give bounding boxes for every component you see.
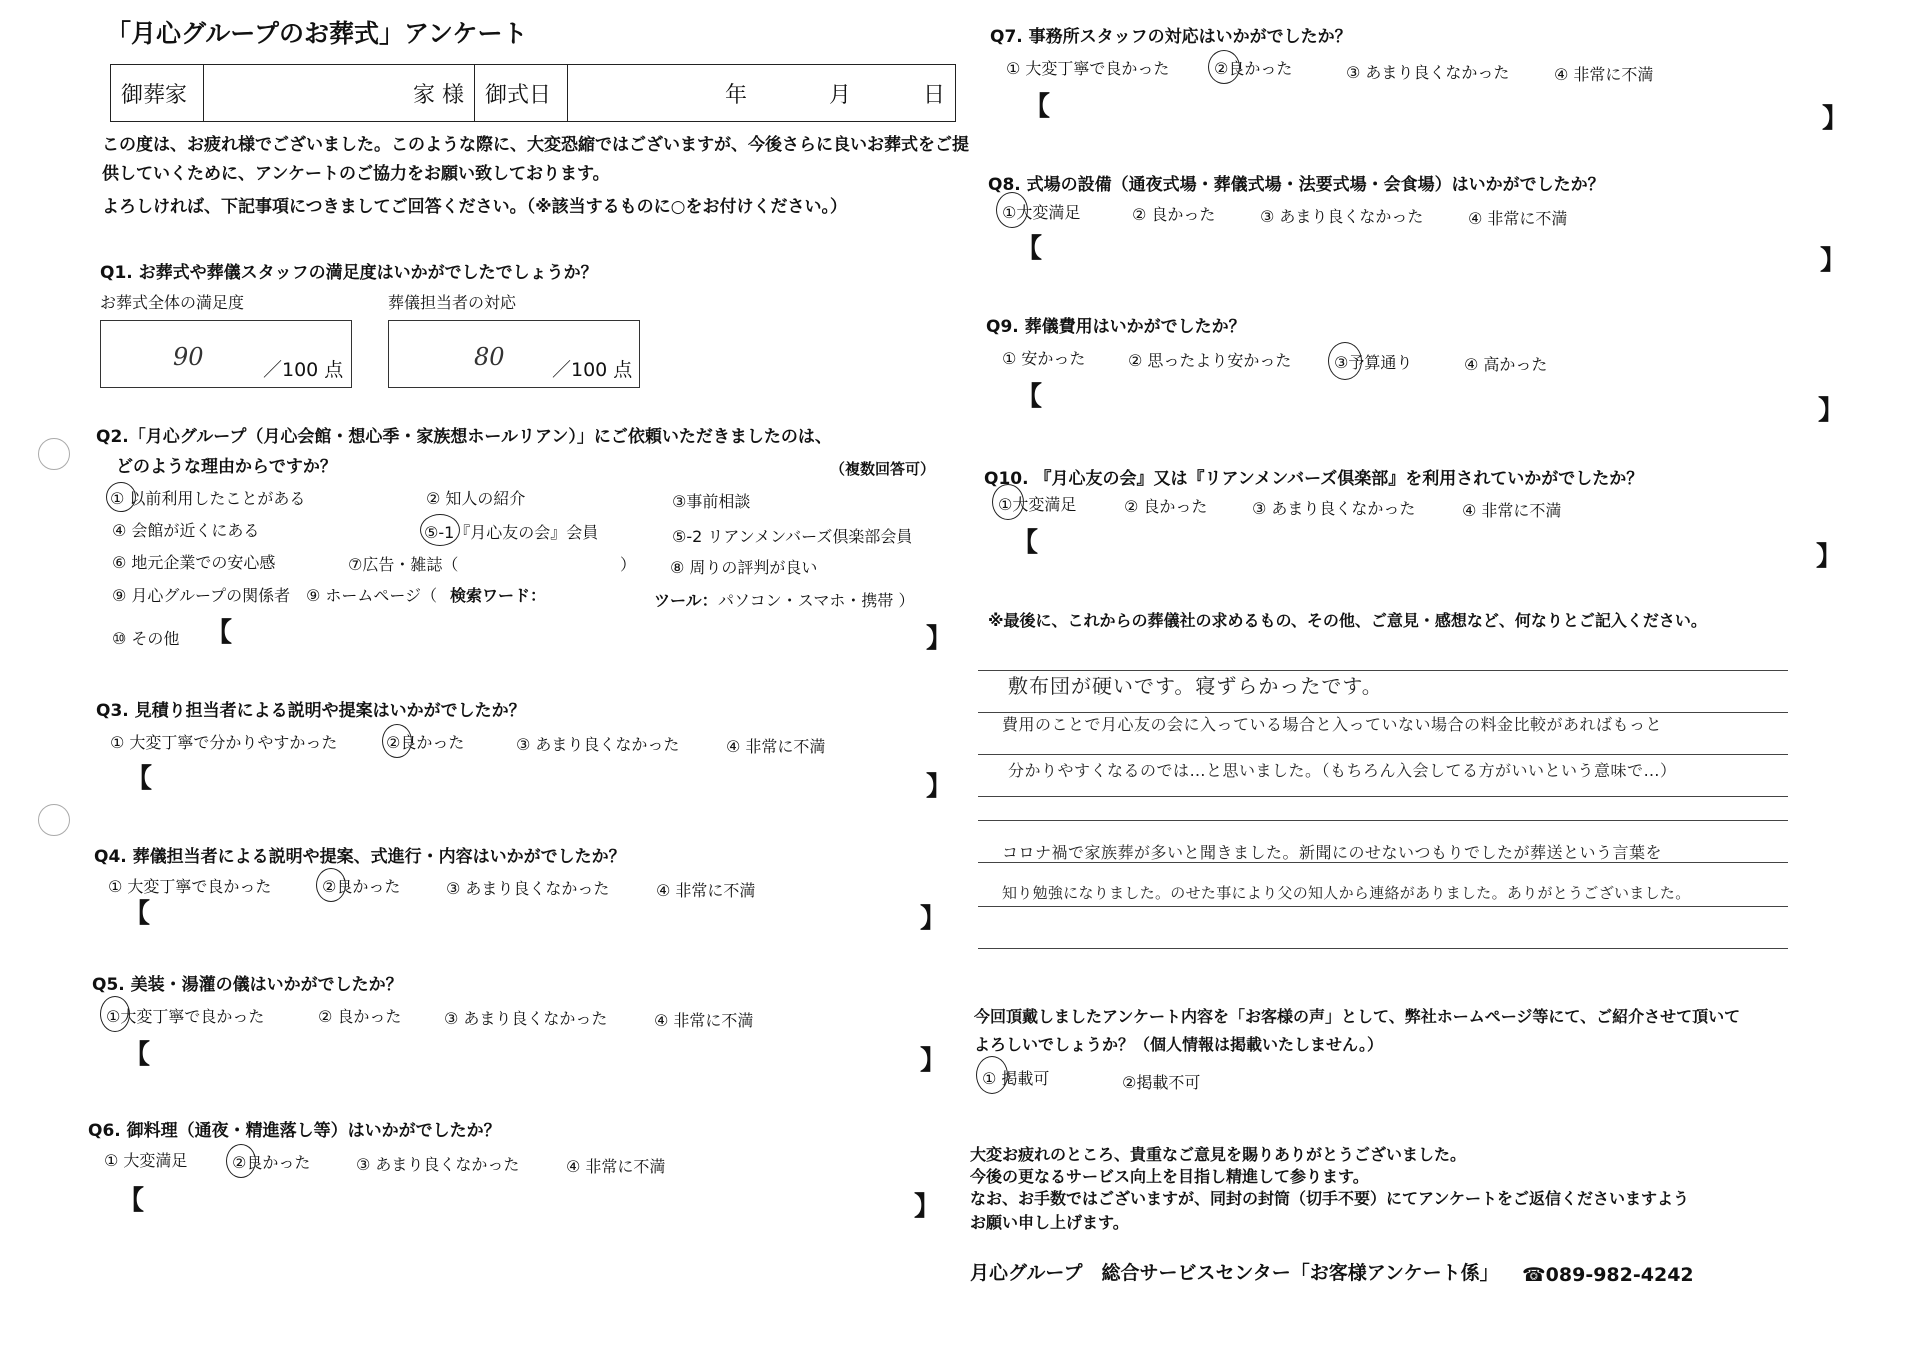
q6-option-3[interactable]: ③ あまり良くなかった [356,1155,520,1174]
q5-option-2[interactable]: ② 良かった [318,1007,402,1026]
closing-line-2: 今後の更なるサービス向上を目指し精進して参ります。 [970,1167,1369,1186]
comment-line-2: 費用のことで月心友の会に入っている場合と入っていない場合の料金比較があればもっと [1002,715,1663,734]
q2-option-10[interactable]: ⑩ その他 [112,629,180,648]
q8-close-bracket: 】 [1820,246,1847,276]
family-label: 御葬家 [111,65,204,122]
consent-yes-circle [976,1056,1008,1094]
month-label: 月 [828,82,851,108]
q5-option-3[interactable]: ③ あまり良くなかった [444,1009,608,1028]
consent-line-1: 今回頂戴しましたアンケート内容を「お客様の声」として、弊社ホームページ等にて、ご紹介させて頂いて [974,1007,1741,1026]
comment-rule-3 [978,754,1788,755]
q2-option-1-circle [106,482,136,512]
family-name-field[interactable] [204,65,475,122]
q4-option-1[interactable]: ① 大変丁寧で良かった [108,877,272,896]
q9-option-1[interactable]: ① 安かった [1002,349,1086,368]
q6-option-2-circle [226,1144,256,1178]
q10-option-4[interactable]: ④ 非常に不満 [1462,501,1562,520]
q4-close-bracket: 】 [920,904,947,934]
q2-other-open-bracket: 【 [206,618,233,648]
consent-yes[interactable]: ① 掲載可 [982,1069,1050,1088]
q10-open-bracket: 【 [1012,528,1039,558]
year-label: 年 [724,82,747,108]
q10-option-3[interactable]: ③ あまり良くなかった [1252,499,1416,518]
q4-option-3[interactable]: ③ あまり良くなかった [446,879,610,898]
header-table [110,64,956,122]
q5-option-1[interactable]: ①大変丁寧で良かった [106,1007,265,1026]
q3-option-4[interactable]: ④ 非常に不満 [726,737,826,756]
q10-option-2[interactable]: ② 良かった [1124,497,1208,516]
q7-option-4[interactable]: ④ 非常に不満 [1554,65,1654,84]
q7-option-2-circle [1208,50,1240,84]
q2-option-1[interactable]: ① 以前利用したことがある [110,489,306,508]
q4-option-2[interactable]: ②良かった [322,877,401,896]
q9-close-bracket: 】 [1818,396,1845,426]
consent-line-2: よろしいでしょうか？（個人情報は掲載いたしません。） [974,1035,1383,1054]
q5-title: Q5. 美装・湯灌の儀はいかがでしたか？ [92,975,403,995]
q3-option-2-circle [382,724,412,758]
consent-no[interactable]: ②掲載不可 [1122,1073,1201,1092]
q4-title: Q4. 葬儀担当者による説明や提案、式進行・内容はいかがでしたか？ [94,847,626,867]
q6-option-4[interactable]: ④ 非常に不満 [566,1157,666,1176]
q6-close-bracket: 】 [914,1192,941,1222]
q8-option-4[interactable]: ④ 非常に不満 [1468,209,1568,228]
q7-option-2[interactable]: ②良かった [1214,59,1293,78]
q1-sub2: 葬儀担当者の対応 [388,293,517,312]
q5-open-bracket: 【 [124,1040,151,1070]
q2-option-9a[interactable]: ⑨ 月心グループの関係者 [112,586,291,605]
q5-option-4[interactable]: ④ 非常に不満 [654,1011,754,1030]
q7-option-3[interactable]: ③ あまり良くなかった [1346,63,1510,82]
q3-option-2[interactable]: ②良かった [386,733,465,752]
q1-title: Q1. お葬式や葬儀スタッフの満足度はいかがでしたでしょうか？ [100,263,598,283]
q1-score-1: 90 [173,343,204,371]
q1-score-box-2[interactable] [388,320,640,388]
comment-rule-8 [978,948,1788,949]
q2-option-5-1[interactable]: ⑤-1『月心友の会』会員 [424,523,599,542]
comment-rule-4 [978,796,1788,797]
q6-open-bracket: 【 [118,1186,145,1216]
q2-search-word-label: 検索ワード： [450,586,547,605]
q2-other-close-bracket: 】 [926,624,953,654]
day-label: 日 [922,82,945,108]
q10-title: Q10. 『月心友の会』又は『リアンメンバーズ倶楽部』を利用されていかがでしたか？ [984,469,1644,489]
q6-option-2[interactable]: ②良かった [232,1153,311,1172]
footer-phone: ☎089-982-4242 [1522,1264,1694,1286]
q5-close-bracket: 】 [920,1046,947,1076]
q1-score-2: 80 [474,343,505,371]
comment-rule-5 [978,820,1788,821]
comment-line-5: コロナ禍で家族葬が多いと聞きました。新聞にのせないつもりでしたが葬送という言葉を [1002,843,1663,862]
q1-score-box-1[interactable] [100,320,352,388]
q9-title: Q9. 葬儀費用はいかがでしたか？ [986,317,1246,337]
q2-option-5-1-circle [420,514,460,546]
q2-tool-options[interactable]: パソコン・スマホ・携帯 ） [718,591,915,610]
q10-close-bracket: 】 [1816,542,1843,572]
q6-option-1[interactable]: ① 大変満足 [104,1151,188,1170]
q2-option-7-close: ） [620,555,637,574]
q3-close-bracket: 】 [926,772,953,802]
q2-title: Q2.「月心グループ（月心会館・想心季・家族想ホールリアン）」にご依頼いただきましたのは、 [96,427,832,447]
q2-option-6[interactable]: ⑥ 地元企業での安心感 [112,553,276,572]
q2-option-7[interactable]: ⑦広告・雑誌（ [348,555,459,574]
q8-option-2[interactable]: ② 良かった [1132,205,1216,224]
q9-option-3[interactable]: ③予算通り [1334,353,1413,372]
closing-line-1: 大変お疲れのところ、貴重なご意見を賜りありがとうございました。 [970,1145,1467,1164]
q8-option-1-circle [996,192,1028,228]
q7-option-1[interactable]: ① 大変丁寧で良かった [1006,59,1170,78]
intro-line-2: 供していくために、アンケートのご協力をお願い致しております。 [102,164,610,184]
q3-title: Q3. 見積り担当者による説明や提案はいかがでしたか？ [96,701,526,721]
q1-max-2: ／100 点 [552,359,633,381]
q9-open-bracket: 【 [1016,382,1043,412]
q8-open-bracket: 【 [1016,234,1043,264]
q2-option-8[interactable]: ⑧ 周りの評判が良い [670,558,818,577]
q4-open-bracket: 【 [124,899,151,929]
q2-option-3[interactable]: ③事前相談 [672,492,751,511]
q1-max-1: ／100 点 [263,359,344,381]
page-title: 「月心グループのお葬式」アンケート [106,19,528,48]
q3-open-bracket: 【 [126,764,153,794]
comments-prompt: ※最後に、これからの葬儀社の求めるもの、その他、ご意見・感想など、何なりとご記入ください。 [988,611,1707,630]
q7-open-bracket: 【 [1024,92,1051,122]
q5-option-1-circle [100,996,130,1032]
closing-line-3: なお、お手数ではございますが、同封の封筒（切手不要）にてアンケートをご返信くださいますよう [970,1189,1690,1208]
intro-line-1: この度は、お疲れ様でございました。このような際に、大変恐縮ではございますが、今後さらに良いお葬式をご提 [102,135,969,155]
comment-rule-7 [978,906,1788,907]
date-field[interactable] [568,65,956,122]
q6-title: Q6. 御料理（通夜・精進落し等）はいかがでしたか？ [88,1121,501,1141]
q8-title: Q8. 式場の設備（通夜式場・葬儀式場・法要式場・会食場）はいかがでしたか？ [988,175,1605,195]
q7-title: Q7. 事務所スタッフの対応はいかがでしたか？ [990,27,1352,47]
q2-option-4[interactable]: ④ 会館が近くにある [112,521,260,540]
q4-option-4[interactable]: ④ 非常に不満 [656,881,756,900]
q4-option-2-circle [316,868,346,902]
q2-title-2: どのような理由からですか？ [116,457,337,477]
comment-line-6: 知り勉強になりました。のせた事により父の知人から連絡がありました。ありがとうございました。 [1002,884,1691,902]
date-label: 御式日 [475,65,568,122]
footer-org: 月心グループ 総合サービスセンター「お客様アンケート係」 [970,1262,1499,1284]
family-suffix: 家 様 [413,82,464,108]
q3-option-3[interactable]: ③ あまり良くなかった [516,735,680,754]
q9-option-3-circle [1328,342,1362,380]
q9-option-4[interactable]: ④ 高かった [1464,355,1548,374]
q7-close-bracket: 】 [1822,104,1849,134]
q3-option-1[interactable]: ① 大変丁寧で分かりやすかった [110,733,338,752]
q2-option-2[interactable]: ② 知人の紹介 [426,489,526,508]
q8-option-3[interactable]: ③ あまり良くなかった [1260,207,1424,226]
comment-line-1: 敷布団が硬いです。寝ずらかったです。 [1008,674,1383,698]
q1-sub1: お葬式全体の満足度 [100,293,245,312]
q10-option-1-circle [992,484,1024,520]
q10-option-1[interactable]: ①大変満足 [998,495,1077,514]
q2-tool-label: ツール： [654,591,718,610]
q9-option-2[interactable]: ② 思ったより安かった [1128,351,1292,370]
right-column [960,0,1920,1358]
closing-line-4: お願い申し上げます。 [970,1213,1129,1232]
intro-line-3: よろしければ、下記事項につきましてご回答ください。（※該当するものに○をお付けください。） [102,197,848,217]
q8-option-1[interactable]: ①大変満足 [1002,203,1081,222]
q2-option-5-2[interactable]: ⑤-2 リアンメンバーズ倶楽部会員 [672,527,913,546]
q2-multi-note: （複数回答可） [830,460,936,478]
q2-option-9b[interactable]: ⑨ ホームページ（ [306,586,438,605]
comment-line-3: 分かりやすくなるのでは…と思いました。（もちろん入会してる方がいいという意味で…） [1008,761,1677,780]
